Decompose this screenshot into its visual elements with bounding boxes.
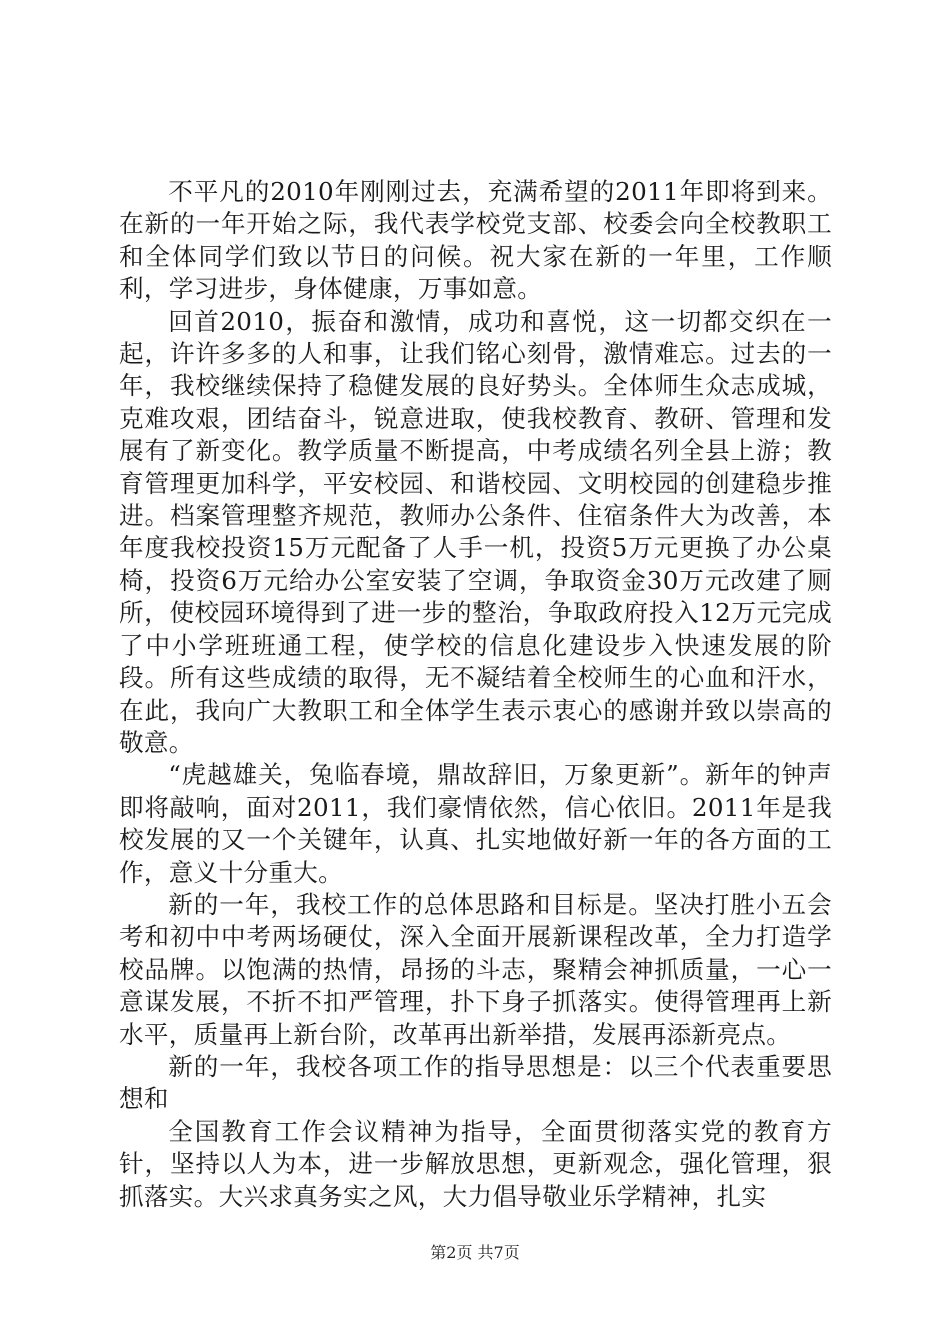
paragraph-review-2010: 回首2010，振奋和激情，成功和喜悦，这一切都交织在一起，许许多多的人和事，让我们铭心刻骨，激情难忘。过去的一年，我校继续保持了稳健发展的良好势头。全体师生众志成城，克难攻艰，团结奋斗，锐意进取，使我校教育、教研、管理和发展有了新变化。教学质量不断提高，中考成绩名列全县上游；教育管理更加科学，平安校园、和谐校园、文明校园的创建稳步推进。档案管理整齐规范，教师办公条件、住宿条件大为改善，本年度我校投资15万元配备了人手一机，投资5万元更换了办公桌椅，投资6万元给办公室安装了空调，争取资金30万元改建了厕所，使校园环境得到了进一步的整治，争取政府投入12万元完成了中小学班班通工程，使学校的信息化建设步入快速发展的阶段。所有这些成绩的取得，无不凝结着全校师生的心血和汗水，在此，我向广大教职工和全体学生表示衷心的感谢并致以崇高的敬意。 [119, 306, 832, 757]
paragraph-education-policy: 全国教育工作会议精神为指导，全面贯彻落实党的教育方针，坚持以人为本，进一步解放思想，更新观念，强化管理，狠抓落实。大兴求真务实之风，大力倡导敬业乐学精神，扎实 [119, 1116, 832, 1211]
paragraph-guiding-thought: 新的一年，我校各项工作的指导思想是：以三个代表重要思想和 [119, 1051, 832, 1114]
paragraph-overall-goals: 新的一年，我校工作的总体思路和目标是。坚决打胜小五会考和初中中考两场硬仗，深入全面开展新课程改革，全力打造学校品牌。以饱满的热情，昂扬的斗志，聚精会神抓质量，一心一意谋发展，不折不扣严管理，扑下身子抓落实。使得管理再上新水平，质量再上新台阶，改革再出新举措，发展再添新亮点。 [119, 889, 832, 1049]
page-number-footer: 第2页 共7页 [430, 1243, 520, 1262]
paragraph-new-year-greeting: 不平凡的2010年刚刚过去，充满希望的2011年即将到来。在新的一年开始之际，我代表学校党支部、校委会向全校教职工和全体同学们致以节日的问候。祝大家在新的一年里，工作顺利，学习进步，身体健康，万事如意。 [119, 177, 832, 304]
paragraph-new-year-outlook: “虎越雄关，兔临春境，鼎故辞旧，万象更新”。新年的钟声即将敲响，面对2011，我们豪情依然，信心依旧。2011年是我校发展的又一个关键年，认真、扎实地做好新一年的各方面的工作，意义十分重大。 [119, 760, 832, 887]
document-body [119, 176, 832, 1213]
